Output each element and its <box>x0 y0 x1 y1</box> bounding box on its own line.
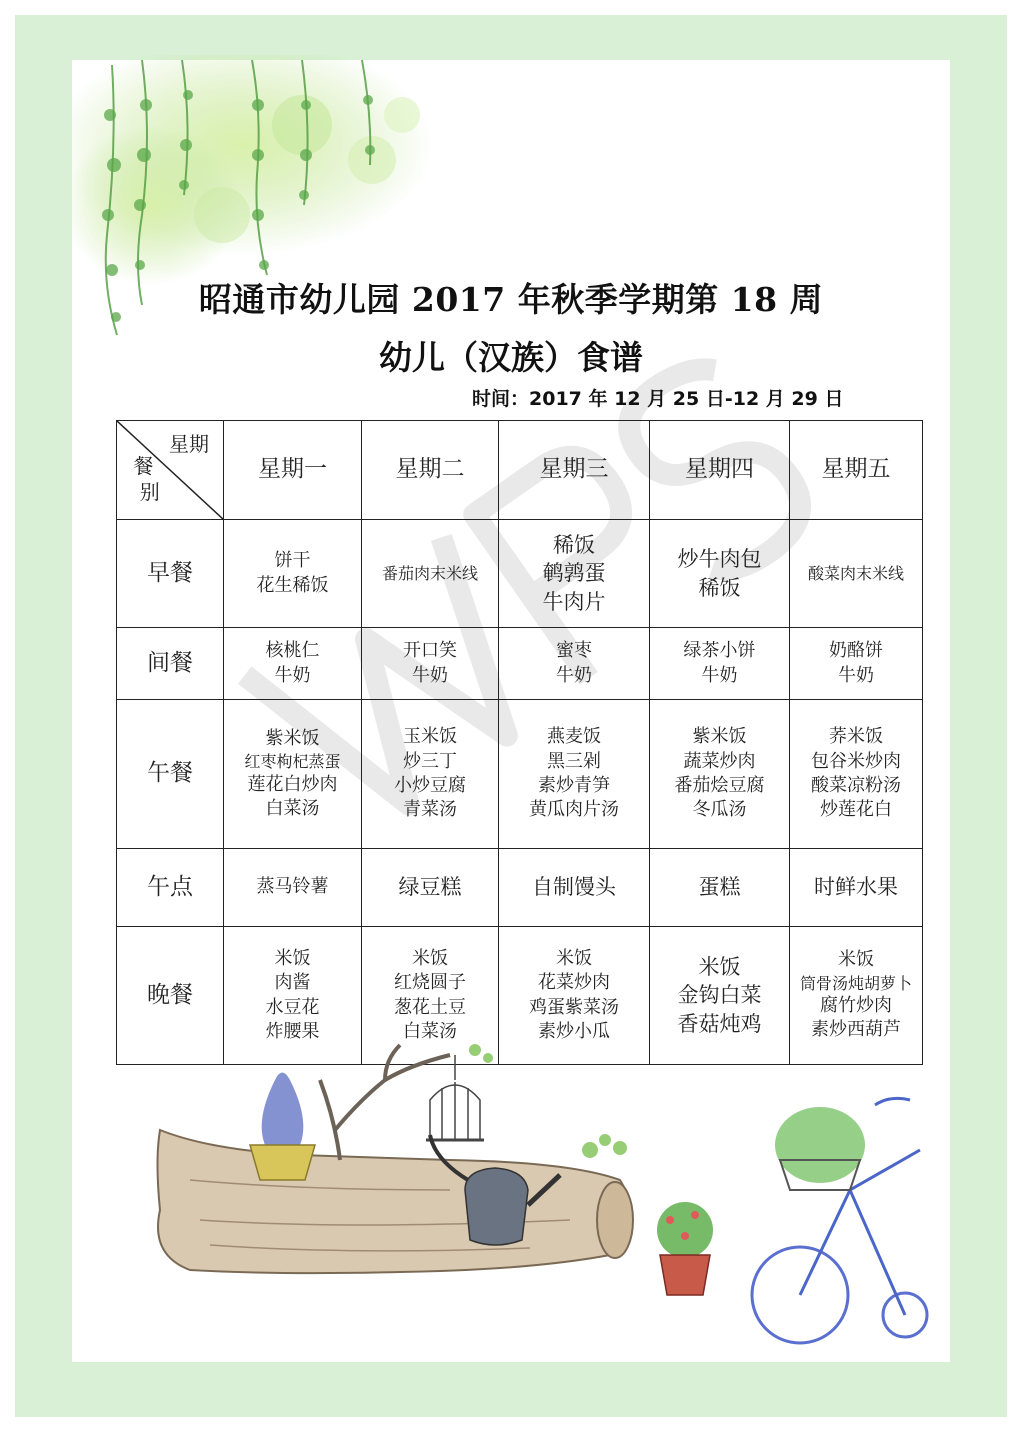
dish: 素炒西葫芦 <box>811 1019 901 1041</box>
dish: 稀饭 <box>698 575 741 600</box>
menu-cell <box>224 700 362 849</box>
dish: 米饭 <box>412 947 448 969</box>
dish: 包谷米炒肉 <box>811 750 901 772</box>
dish: 紫米饭 <box>692 726 747 748</box>
dish: 玉米饭 <box>403 726 457 748</box>
meal-label-lunch: 午餐 <box>117 700 224 849</box>
dish: 绿豆糕 <box>398 875 462 900</box>
dish: 黄瓜肉片汤 <box>529 799 619 821</box>
table-row-lunch <box>117 700 923 849</box>
dish: 牛奶 <box>274 664 311 686</box>
meal-label-dinner: 晚餐 <box>117 927 224 1065</box>
meal-label-breakfast: 早餐 <box>117 520 224 628</box>
flower-pot-illustration <box>657 1202 713 1295</box>
dish: 番茄烩豆腐 <box>674 775 765 796</box>
dish: 米饭 <box>556 947 592 969</box>
dish: 炒牛肉包 <box>677 547 762 572</box>
dish: 时鲜水果 <box>814 875 898 900</box>
dish: 牛奶 <box>838 664 874 686</box>
day-header-thu: 星期四 <box>650 421 790 520</box>
dish: 小炒豆腐 <box>394 775 466 796</box>
menu-cell <box>650 849 790 927</box>
dish: 饼干 <box>274 550 311 572</box>
title-line-1: 昭通市幼儿园 2017 年秋季学期第 18 周 <box>198 280 824 319</box>
dish: 米饭 <box>274 947 311 969</box>
dish: 水豆花 <box>265 996 320 1018</box>
menu-cell <box>790 700 923 849</box>
menu-cell <box>499 849 650 927</box>
dish: 金钩白菜 <box>677 983 762 1008</box>
menu-cell <box>224 520 362 628</box>
dish: 牛肉片 <box>542 589 606 614</box>
menu-cell <box>499 628 650 700</box>
dish: 核桃仁 <box>265 640 320 662</box>
potted-topiary-illustration <box>250 1073 315 1181</box>
table-row-snack <box>117 628 923 700</box>
corner-label-meal <box>127 453 160 505</box>
menu-cell <box>224 628 362 700</box>
basket-plants-illustration <box>775 1107 865 1190</box>
menu-cell <box>224 849 362 927</box>
menu-cell <box>362 520 499 628</box>
dish: 红枣枸杞蒸蛋 <box>244 752 341 772</box>
meal-label-snack: 间餐 <box>117 628 224 700</box>
dish: 炒莲花白 <box>820 799 892 821</box>
dish: 紫米饭 <box>265 727 320 749</box>
dish: 葱花土豆 <box>394 996 466 1018</box>
dish: 炸腰果 <box>265 1020 320 1042</box>
dish: 蒸马铃薯 <box>256 876 329 898</box>
dish: 酸菜肉末米线 <box>807 563 904 583</box>
day-header-fri: 星期五 <box>790 421 923 520</box>
dish: 稀饭 <box>553 532 595 557</box>
dish: 花菜炒肉 <box>538 972 610 994</box>
corner-header-cell <box>117 421 224 520</box>
dish: 白菜汤 <box>403 1020 457 1042</box>
corner-label-meal-1: 餐 <box>133 454 154 478</box>
dish: 素炒青笋 <box>538 775 610 796</box>
table-row-afternoon-snack <box>117 849 923 927</box>
corner-label-meal-2: 别 <box>139 480 160 504</box>
menu-cell <box>499 700 650 849</box>
dish: 鸡蛋紫菜汤 <box>529 996 619 1018</box>
log-illustration <box>158 1130 634 1273</box>
menu-cell <box>790 849 923 927</box>
menu-cell <box>650 520 790 628</box>
title-line-2: 幼儿（汉族）食谱 <box>379 338 643 377</box>
dish: 炒三丁 <box>403 750 457 772</box>
dish: 番茄肉末米线 <box>381 563 478 583</box>
dish: 香菇炖鸡 <box>677 1011 762 1036</box>
dish: 绿茶小饼 <box>683 640 756 662</box>
dish: 莲花白炒肉 <box>247 773 338 795</box>
dish: 牛奶 <box>701 664 738 686</box>
table-row-breakfast <box>117 520 923 628</box>
dish: 奶酪饼 <box>829 640 883 662</box>
garden-illustration <box>150 1040 940 1360</box>
menu-cell <box>650 628 790 700</box>
day-header-wed: 星期三 <box>499 421 650 520</box>
dish: 蛋糕 <box>698 875 741 900</box>
dish: 黑三剁 <box>547 750 601 772</box>
day-header-tue: 星期二 <box>362 421 499 520</box>
table-header-row <box>117 421 923 520</box>
dish: 牛奶 <box>556 664 592 686</box>
dish: 冬瓜汤 <box>692 799 747 821</box>
date-range: 时间：2017 年 12 月 25 日-12 月 29 日 <box>472 388 844 410</box>
dish: 素炒小瓜 <box>538 1020 610 1042</box>
dish: 鹌鹑蛋 <box>542 561 606 586</box>
dish: 米饭 <box>838 949 874 971</box>
corner-label-weekday: 星期 <box>169 432 209 456</box>
dish: 牛奶 <box>412 664 448 686</box>
dish: 蜜枣 <box>556 640 592 662</box>
day-header-mon: 星期一 <box>224 421 362 520</box>
menu-cell <box>650 700 790 849</box>
dish: 酸菜凉粉汤 <box>811 775 901 796</box>
dish: 筒骨汤炖胡萝卜 <box>799 973 912 993</box>
menu-cell <box>362 700 499 849</box>
dish: 腐竹炒肉 <box>820 995 892 1017</box>
dish: 米饭 <box>698 954 741 979</box>
dish: 肉酱 <box>274 972 311 994</box>
meal-label-afternoon-snack: 午点 <box>117 849 224 927</box>
menu-cell <box>499 520 650 628</box>
dish: 荞米饭 <box>829 726 883 748</box>
menu-cell <box>362 628 499 700</box>
dish: 蔬菜炒肉 <box>683 750 756 772</box>
dish: 燕麦饭 <box>547 726 601 748</box>
dish: 花生稀饭 <box>256 574 329 596</box>
menu-cell <box>362 849 499 927</box>
dish: 青菜汤 <box>403 799 457 821</box>
dish: 白菜汤 <box>265 797 320 819</box>
birdcage-illustration <box>426 1055 484 1140</box>
dish: 自制馒头 <box>532 875 616 900</box>
menu-table <box>116 420 923 1065</box>
dish: 开口笑 <box>403 640 457 662</box>
menu-cell <box>790 628 923 700</box>
menu-cell <box>790 520 923 628</box>
dish: 红烧圆子 <box>394 972 466 994</box>
